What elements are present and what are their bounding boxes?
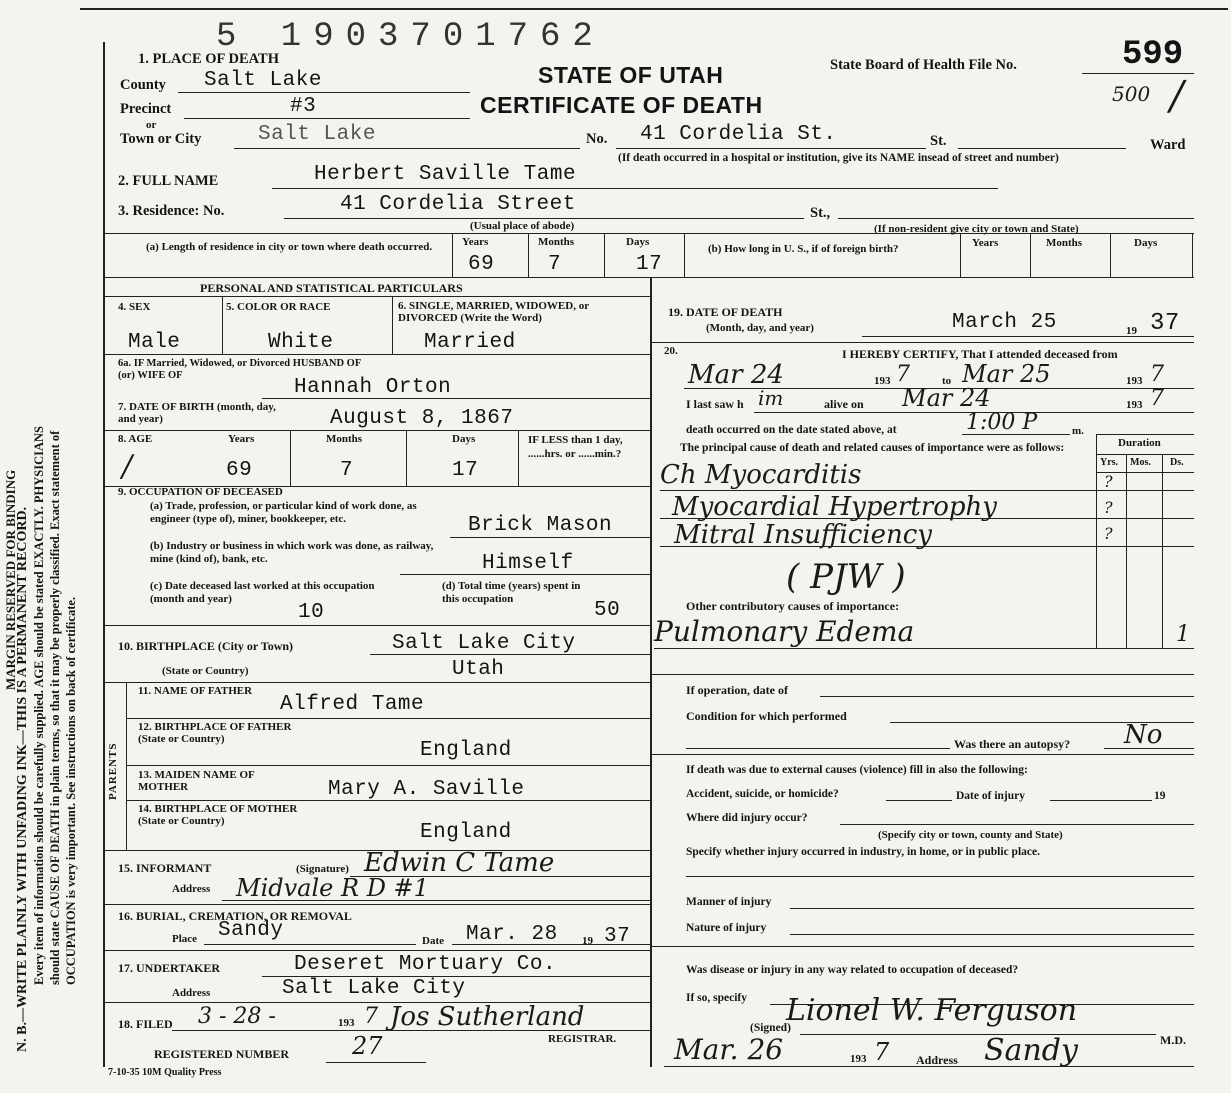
dob-label: 7. DATE OF BIRTH (month, day, and year) — [118, 401, 276, 425]
cause-1-yrs: ? — [1104, 472, 1113, 491]
precinct-label: Precinct — [120, 101, 172, 117]
mother-row-bottom — [126, 800, 650, 801]
registrar-signature: Jos Sutherland — [390, 1002, 585, 1032]
cause-3: Mitral Insufficiency — [674, 520, 932, 550]
registered-line — [326, 1062, 426, 1063]
death-at-value: 1:00 P — [966, 410, 1038, 435]
registered-number-label: REGISTERED NUMBER — [154, 1047, 290, 1061]
injury-year-prefix: 19 — [1154, 790, 1166, 802]
age-months-header: Months — [326, 433, 363, 445]
duration-mid — [1096, 454, 1194, 455]
non-resident-note: (If non-resident give city or town and State) — [874, 223, 1079, 235]
attended-to: Mar 25 — [962, 360, 1051, 388]
residence-value: 41 Cordelia Street — [340, 193, 576, 216]
death-at-line — [962, 434, 1070, 435]
age-col-1 — [290, 430, 291, 486]
town-value: Salt Lake — [258, 123, 376, 146]
burial-date-line — [452, 944, 650, 945]
form-footer: 7-10-35 10M Quality Press — [108, 1067, 222, 1078]
signed-year: 7 — [874, 1038, 890, 1066]
res-col-8 — [1192, 233, 1193, 277]
birthplace-state-label: (State or Country) — [162, 665, 249, 677]
father-birthplace-value: England — [420, 739, 512, 762]
parents-side-label: PARENTS — [107, 742, 119, 800]
filed-date: 3 - 28 - — [198, 1004, 276, 1029]
foreign-days-header: Days — [1134, 237, 1158, 249]
manner-line — [790, 908, 1194, 909]
where-injury-line — [840, 824, 1194, 825]
parents-side-divider — [126, 682, 127, 850]
birthplace-label: 10. BIRTHPLACE (City or Town) — [118, 639, 294, 653]
res-col-3 — [604, 233, 605, 277]
duration-yrs: Yrs. — [1100, 457, 1119, 468]
occupation-d-value: 50 — [594, 599, 621, 622]
personal-title-line — [104, 296, 650, 297]
signed-address-label: Address — [916, 1053, 958, 1067]
manner-label: Manner of injury — [686, 896, 772, 908]
alive-year-prefix: 193 — [1126, 399, 1143, 411]
color-value: White — [268, 331, 334, 354]
registered-number-value: 27 — [352, 1032, 383, 1060]
occupation-a-line — [450, 537, 650, 538]
operation-label: If operation, date of — [686, 683, 788, 697]
other-cause-days: 1 — [1176, 622, 1190, 647]
check-mark: ∕ — [1170, 73, 1184, 119]
occupation-b-value: Himself — [482, 552, 574, 575]
duration-col-1 — [1096, 434, 1097, 648]
burial-label: 16. BURIAL, CREMATION, OR REMOVAL — [118, 909, 352, 923]
attended-from: Mar 24 — [688, 360, 784, 390]
informant-sig-label: (Signature) — [296, 863, 349, 875]
related-label: Was disease or injury in any way related to occupation of deceased? — [686, 964, 1019, 976]
full-name-value: Herbert Saville Tame — [314, 163, 577, 186]
md-label: M.D. — [1160, 1033, 1186, 1047]
cause-3-yrs: ? — [1104, 524, 1113, 543]
filed-year: 7 — [364, 1004, 378, 1029]
accident-line — [886, 800, 952, 801]
undertaker-label: 17. UNDERTAKER — [118, 961, 221, 975]
town-label: Town or City — [120, 131, 202, 147]
county-value: Salt Lake — [204, 69, 322, 92]
occupation-a-label: (a) Trade, profession, or particular kind of work done, as engineer (type of), miner, bookkeeper, etc. — [150, 500, 417, 526]
occupation-c-value: 10 — [298, 601, 325, 624]
margin-instructions-1: Every item of information should be carefully supplied. AGE should be stated EXACTLY. PHYSICIANS — [32, 426, 46, 985]
nature-line — [790, 934, 1194, 935]
file-no-value: 599 — [1122, 36, 1184, 74]
res-col-5 — [960, 233, 961, 277]
accident-label: Accident, suicide, or homicide? — [686, 788, 839, 800]
burial-year-value: 37 — [604, 925, 631, 948]
top-rule — [80, 8, 1228, 10]
where-injury-note: (Specify city or town, county and State) — [878, 829, 1063, 841]
sex-label: 4. SEX — [118, 301, 151, 313]
date-of-death-year-prefix: 19 — [1126, 325, 1137, 337]
death-at-label: death occurred on the date stated above, at — [686, 424, 897, 436]
burial-place-value: Sandy — [218, 919, 284, 942]
father-row-bottom — [126, 718, 650, 719]
full-name-label: 2. FULL NAME — [118, 173, 219, 189]
other-cause-value: Pulmonary Edema — [654, 615, 915, 648]
res-col-2 — [528, 233, 529, 277]
residence-line — [284, 218, 804, 219]
foreign-birth-label: (b) How long in U. S., if of foreign birth? — [708, 243, 899, 255]
informant-address: Midvale R D #1 — [236, 874, 429, 902]
precinct-value: #3 — [290, 95, 317, 118]
condition-label: Condition for which performed — [686, 709, 847, 723]
nature-label: Nature of injury — [686, 922, 767, 934]
occupation-a-value: Brick Mason — [468, 514, 613, 537]
age-slash-mark: / — [122, 449, 133, 484]
margin-warning: N. B.—WRITE PLAINLY WITH UNFADING INK—THIS IS A PERMANENT RECORD. — [15, 506, 30, 1052]
burial-date-label: Date — [422, 935, 444, 947]
where-injury-label: Where did injury occur? — [686, 812, 808, 824]
father-value: Alfred Tame — [280, 693, 425, 716]
specify-line — [686, 876, 1194, 877]
alive-on-value: Mar 24 — [902, 384, 991, 412]
registrar-label: REGISTRAR. — [548, 1033, 617, 1045]
color-label: 5. COLOR OR RACE — [226, 301, 331, 313]
full-name-line — [272, 188, 998, 189]
signed-year-prefix: 193 — [850, 1053, 867, 1065]
cause-2-yrs: ? — [1104, 498, 1113, 517]
specify-label: Specify whether injury occurred in industry, in home, or in public place. — [686, 846, 1040, 858]
mother-value: Mary A. Saville — [328, 778, 525, 801]
personal-section-title: PERSONAL AND STATISTICAL PARTICULARS — [200, 281, 463, 295]
informant-row-bottom — [104, 904, 650, 905]
age-col-2 — [406, 430, 407, 486]
burial-date-value: Mar. 28 — [466, 923, 558, 946]
autopsy-line — [1104, 748, 1194, 749]
alive-year: 7 — [1150, 386, 1164, 411]
signed-address: Sandy — [984, 1033, 1078, 1068]
dob-row-bottom — [104, 430, 650, 431]
operation-line — [820, 696, 1194, 697]
spouse-value: Hannah Orton — [294, 376, 452, 399]
age-years-value: 69 — [226, 459, 253, 482]
cause-section-bottom — [650, 674, 1194, 675]
if-less-label: IF LESS than 1 day, ......hrs. or ......min.? — [528, 434, 623, 461]
date-of-death-value: March 25 — [952, 311, 1057, 334]
burial-row-bottom — [104, 950, 650, 951]
state-title: STATE OF UTAH — [538, 62, 724, 88]
last-saw-label: I last saw h — [686, 397, 744, 411]
sex-value: Male — [128, 331, 181, 354]
attended-to-year-prefix: 193 — [1126, 375, 1143, 387]
external-causes-label: If death was due to external causes (violence) fill in also the following: — [686, 764, 1028, 776]
certify-text: I HEREBY CERTIFY, That I attended deceased from — [842, 347, 1118, 361]
cause-intro: The principal cause of death and related causes of importance were as follows: — [680, 442, 1065, 454]
spouse-label: 6a. IF Married, Widowed, or Divorced HUSBAND OF (or) WIFE OF — [118, 358, 361, 382]
filed-line — [172, 1030, 650, 1031]
burial-place-label: Place — [172, 933, 198, 945]
age-label: 8. AGE — [118, 433, 153, 445]
length-residence-label: (a) Length of residence in city or town where death occurred. — [146, 241, 433, 253]
autopsy-value: No — [1124, 720, 1163, 750]
informant-address-label: Address — [172, 883, 211, 895]
burial-place-line — [204, 944, 416, 945]
mother-label: 13. MAIDEN NAME OF MOTHER — [138, 769, 255, 793]
center-divider — [650, 277, 652, 1067]
attended-to-label: to — [942, 375, 952, 387]
occupation-label: 9. OCCUPATION OF DECEASED — [118, 486, 283, 498]
hospital-note: (If death occurred in a hospital or institution, give its NAME insead of street and number) — [618, 152, 1059, 164]
date-of-death-year: 37 — [1150, 310, 1180, 337]
or-label: or — [146, 119, 157, 131]
years-header: Years — [462, 236, 489, 248]
birthplace-row-bottom — [104, 682, 650, 683]
cause-3-line — [660, 546, 1194, 547]
alive-on-label: alive on — [824, 397, 864, 411]
duration-label: Duration — [1118, 437, 1161, 449]
birthplace-city: Salt Lake City — [392, 632, 576, 655]
certificate-title: CERTIFICATE OF DEATH — [480, 92, 763, 118]
death-at-m: m. — [1072, 425, 1084, 437]
res-col-4 — [684, 233, 685, 277]
signed-date: Mar. 26 — [674, 1033, 784, 1066]
res-col-1 — [452, 233, 453, 277]
color-col — [392, 296, 393, 354]
autopsy-row-bottom — [650, 754, 1194, 755]
town-line — [234, 148, 580, 149]
usual-abode-note: (Usual place of abode) — [470, 220, 575, 232]
st-label: St. — [930, 133, 947, 149]
physician-initials: ( PJW ) — [786, 557, 906, 597]
spouse-line — [262, 398, 650, 399]
days-header: Days — [626, 236, 650, 248]
age-months-value: 7 — [340, 459, 354, 482]
attended-from-year: 7 — [896, 362, 910, 387]
file-no-sub: 500 — [1112, 82, 1151, 106]
last-saw-him: im — [758, 386, 784, 410]
county-label: County — [120, 77, 166, 93]
birthplace-state: Utah — [452, 658, 505, 681]
street-no-label: No. — [586, 131, 608, 147]
residence-label: 3. Residence: No. — [118, 203, 225, 219]
serial-number: 5 1903701762 — [216, 18, 605, 56]
duration-mos: Mos. — [1130, 457, 1151, 468]
age-days-value: 17 — [452, 459, 479, 482]
street-line — [616, 148, 926, 149]
physician-signature: Lionel W. Ferguson — [786, 993, 1078, 1028]
st-line — [958, 148, 1126, 149]
cause-1: Ch Myocarditis — [660, 460, 862, 490]
condition-line-2 — [686, 748, 950, 749]
months-header: Months — [538, 236, 575, 248]
informant-address-line — [222, 900, 650, 901]
date-of-death-line — [862, 336, 1194, 337]
res-col-6 — [1030, 233, 1031, 277]
injury-date-line — [1050, 800, 1152, 801]
place-of-death-label: 1. PLACE OF DEATH — [138, 51, 279, 67]
residence-st-label: St., — [810, 205, 831, 221]
cause-2-line — [660, 518, 1194, 519]
age-years-header: Years — [228, 433, 255, 445]
occupation-d-label: (d) Total time (years) spent in this occupation — [442, 580, 581, 606]
cause-1-line — [660, 490, 1194, 491]
sex-row-bottom — [104, 354, 650, 355]
res-col-7 — [1110, 233, 1111, 277]
margin-instructions-2: should state CAUSE OF DEATH in plain terms, so that it may be properly classified. Exact statement of — [48, 430, 62, 985]
marital-value: Married — [424, 331, 516, 354]
residence-st-line — [838, 218, 1194, 219]
duration-ds: Ds. — [1170, 457, 1184, 468]
mother-birthplace-label: 14. BIRTHPLACE OF MOTHER (State or Country) — [138, 803, 298, 827]
occupation-row-bottom — [104, 625, 650, 626]
county-line — [178, 92, 470, 93]
precinct-line — [184, 118, 470, 119]
occupation-c-label: (c) Date deceased last worked at this occupation (month and year) — [150, 580, 375, 606]
date-of-death-sub: (Month, day, and year) — [706, 322, 814, 334]
residence-box-bottom — [104, 277, 1194, 278]
dob-value: August 8, 1867 — [330, 407, 514, 430]
marital-label: 6. SINGLE, MARRIED, WIDOWED, or DIVORCED (Write the Word) — [398, 300, 589, 324]
margin-binding-note: MARGIN RESERVED FOR BINDING — [3, 469, 18, 690]
date-of-death-label: 19. DATE OF DEATH — [668, 305, 783, 319]
informant-label: 15. INFORMANT — [118, 861, 212, 875]
ward-label: Ward — [1150, 137, 1186, 153]
signed-date-line — [664, 1066, 1194, 1067]
father-bp-row-bottom — [126, 765, 650, 766]
file-no-label: State Board of Health File No. — [830, 57, 1017, 73]
informant-signature: Edwin C Tame — [364, 848, 555, 878]
father-label: 11. NAME OF FATHER — [138, 685, 253, 697]
mother-birthplace-value: England — [420, 821, 512, 844]
burial-year-prefix: 19 — [582, 935, 593, 947]
undertaker-address-label: Address — [172, 987, 211, 999]
age-days-header: Days — [452, 433, 476, 445]
sex-col — [222, 296, 223, 354]
undertaker-value: Deseret Mortuary Co. — [294, 953, 557, 976]
attended-from-year-prefix: 193 — [874, 375, 891, 387]
cause-2: Myocardial Hypertrophy — [672, 492, 997, 522]
other-causes-label: Other contributory causes of importance: — [686, 599, 900, 613]
occupation-b-line — [400, 574, 650, 575]
duration-col-2 — [1126, 454, 1127, 648]
residence-days: 17 — [636, 253, 663, 276]
duration-top — [1096, 434, 1194, 435]
other-cause-line — [654, 648, 1194, 649]
foreign-years-header: Years — [972, 237, 999, 249]
filed-year-prefix: 193 — [338, 1017, 355, 1029]
death-row-bottom — [650, 342, 1194, 343]
age-col-3 — [518, 430, 519, 486]
margin-instructions-3: OCCUPATION is very important. See instructions on back of certificate. — [64, 596, 78, 985]
injury-date-label: Date of injury — [956, 790, 1025, 802]
undertaker-address: Salt Lake City — [282, 977, 466, 1000]
signed-line — [800, 1034, 1156, 1035]
occupation-b-label: (b) Industry or business in which work was done, as railway, mine (kind of), bank, etc. — [150, 540, 434, 566]
father-birthplace-label: 12. BIRTHPLACE OF FATHER (State or Country) — [138, 721, 292, 745]
duration-col-3 — [1162, 454, 1163, 648]
injury-row-bottom — [650, 946, 1194, 947]
residence-months: 7 — [548, 253, 562, 276]
street-no-value: 41 Cordelia St. — [640, 123, 837, 146]
birthplace-line — [370, 654, 650, 655]
if-so-label: If so, specify — [686, 992, 748, 1004]
residence-years: 69 — [468, 253, 495, 276]
autopsy-label: Was there an autopsy? — [954, 737, 1071, 751]
filed-label: 18. FILED — [118, 1017, 173, 1031]
form-left-border — [103, 42, 105, 1067]
foreign-months-header: Months — [1046, 237, 1083, 249]
signed-label: (Signed) — [750, 1022, 791, 1034]
attended-to-year: 7 — [1150, 362, 1164, 387]
certify-num: 20. — [664, 345, 678, 357]
